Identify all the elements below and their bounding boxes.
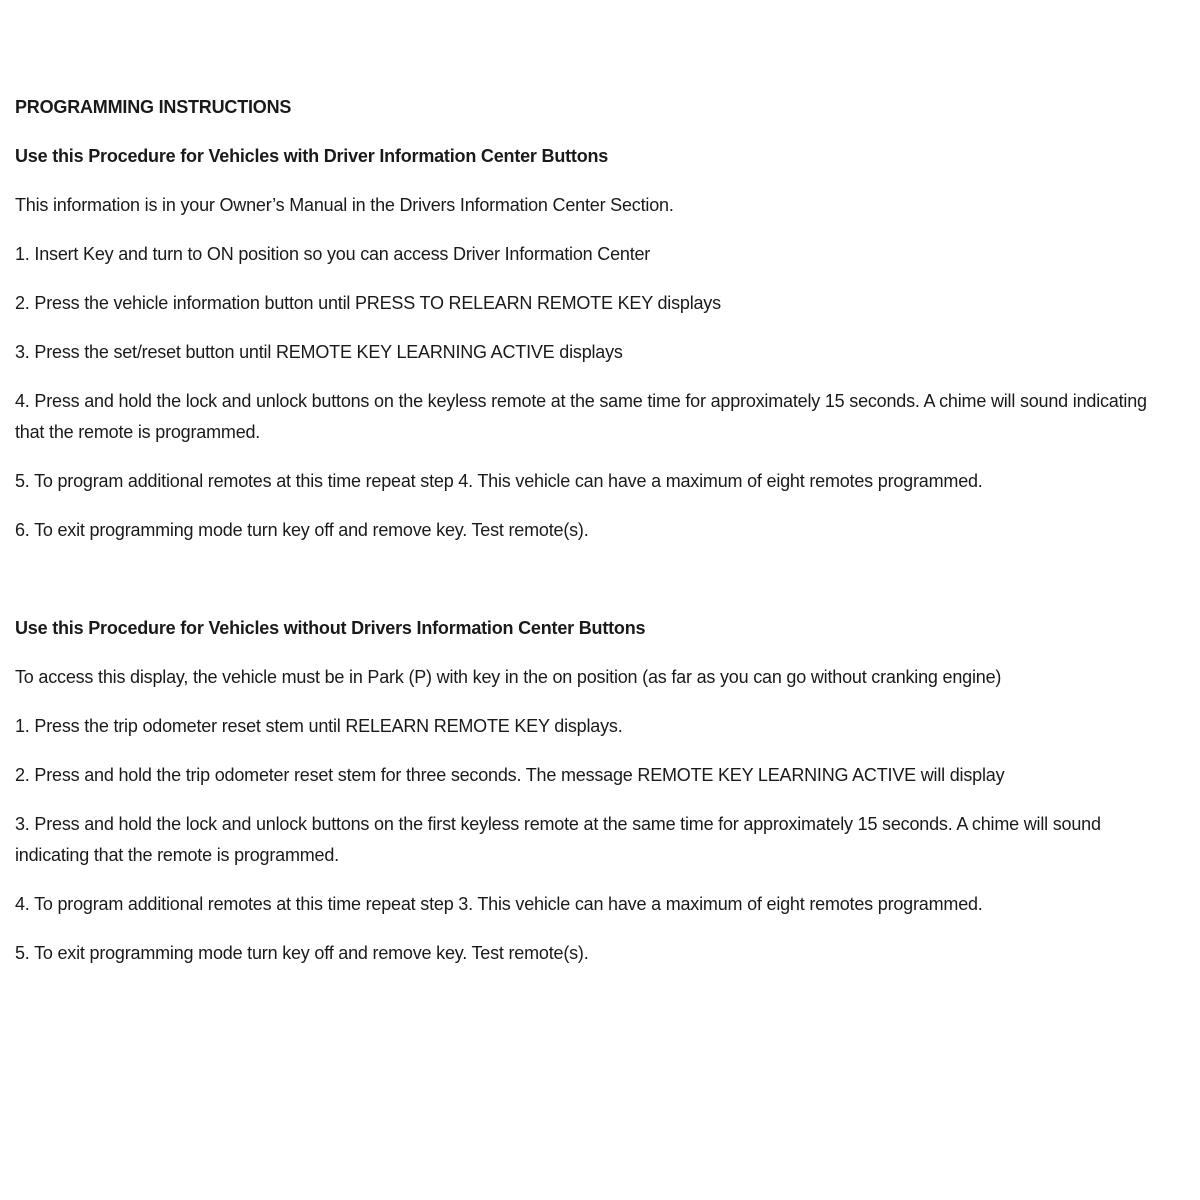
section1-heading: Use this Procedure for Vehicles with Driver Information Center Buttons (15, 146, 609, 166)
section2-step: 2. Press and hold the trip odometer reset stem for three seconds. The message REMOTE KEY LEARNING ACTIVE will display (15, 765, 1005, 785)
section2-step: 5. To exit programming mode turn key off and remove key. Test remote(s). (15, 943, 589, 963)
section1-intro: This information is in your Owner’s Manual in the Drivers Information Center Section. (15, 195, 674, 215)
document (15, 92, 1175, 987)
section2-heading: Use this Procedure for Vehicles without Drivers Information Center Buttons (15, 618, 646, 638)
section1-step: 2. Press the vehicle information button until PRESS TO RELEARN REMOTE KEY displays (15, 293, 721, 313)
section2-step: 3. Press and hold the lock and unlock buttons on the first keyless remote at the same time for approximately 15 seconds. A chime will sound indicating that the remote is programmed. (15, 814, 1101, 865)
section1-step: 1. Insert Key and turn to ON position so you can access Driver Information Center (15, 244, 651, 264)
spacer (15, 564, 1175, 613)
section2-step: 1. Press the trip odometer reset stem until RELEARN REMOTE KEY displays. (15, 716, 623, 736)
section1-step: 3. Press the set/reset button until REMOTE KEY LEARNING ACTIVE displays (15, 342, 623, 362)
section1-step: 5. To program additional remotes at this time repeat step 4. This vehicle can have a maximum of eight remotes programmed. (15, 471, 983, 491)
section1-step: 4. Press and hold the lock and unlock buttons on the keyless remote at the same time for approximately 15 seconds. A chime will sound indicating that the remote is programmed. (15, 391, 1147, 442)
section2-step: 4. To program additional remotes at this time repeat step 3. This vehicle can have a maximum of eight remotes programmed. (15, 894, 983, 914)
document-title: PROGRAMMING INSTRUCTIONS (15, 97, 292, 117)
section1-step: 6. To exit programming mode turn key off and remove key. Test remote(s). (15, 520, 589, 540)
section2-intro: To access this display, the vehicle must be in Park (P) with key in the on position (as far as you can go without cranking engine) (15, 667, 1002, 687)
